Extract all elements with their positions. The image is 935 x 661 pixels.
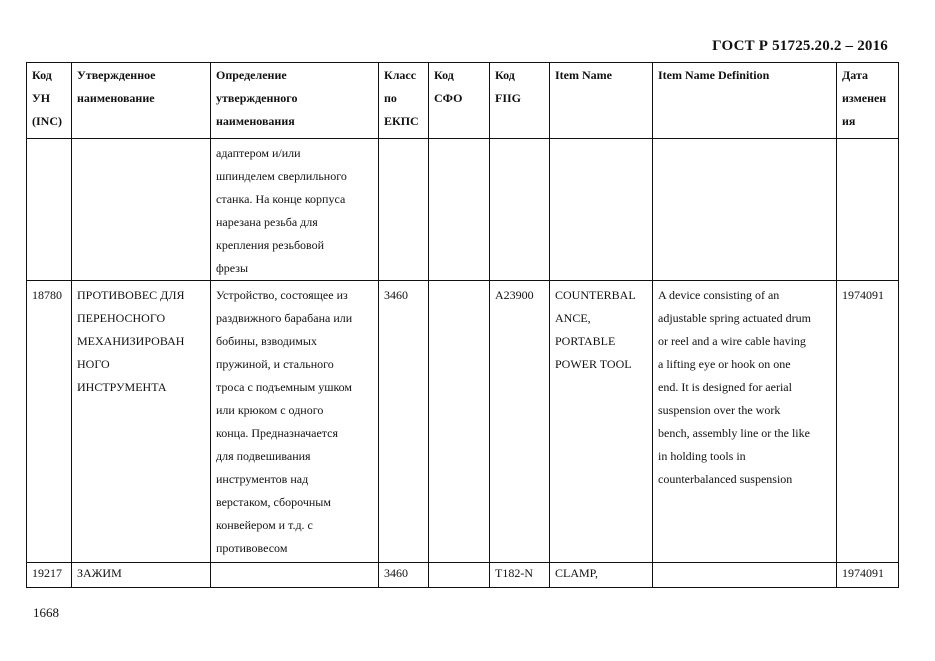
cell-approved-name: ПРОТИВОВЕС ДЛЯ ПЕРЕНОСНОГО МЕХАНИЗИРОВАН НОГО ИНСТРУМЕНТА (72, 281, 211, 563)
cell-definition: Устройство, состоящее из раздвижного барабана или бобины, взводимых пружиной, и стального троса с подъемным ушком или крюком с одного конца. Предназначается для подвешивания инструментов над верстаком, сборочным конвейером и т.д. с противовесом (211, 281, 379, 563)
table-row (27, 563, 899, 588)
col-header-item-name-definition: Item Name Definition (653, 63, 837, 139)
cell-ekps-class (379, 139, 429, 281)
cell-approved-name (72, 139, 211, 281)
cell-approved-name: ЗАЖИМ (72, 563, 211, 588)
cell-change-date: 1974091 (837, 563, 899, 588)
col-header-definition: Определение утвержденного наименования (211, 63, 379, 139)
cell-change-date (837, 139, 899, 281)
cell-inc: 19217 (27, 563, 72, 588)
cell-fiig-code: A23900 (490, 281, 550, 563)
cell-item-name: COUNTERBAL ANCE, PORTABLE POWER TOOL (550, 281, 653, 563)
col-header-inc: Код УН (INC) (27, 63, 72, 139)
col-header-change-date: Дата изменен ия (837, 63, 899, 139)
col-header-sfo-code: Код СФО (429, 63, 490, 139)
col-header-approved-name: Утвержденное наименование (72, 63, 211, 139)
col-header-fiig-code: Код FIIG (490, 63, 550, 139)
cell-item-name: CLAMP, (550, 563, 653, 588)
document-code: ГОСТ Р 51725.20.2 – 2016 (712, 38, 888, 54)
cell-change-date: 1974091 (837, 281, 899, 563)
cell-sfo-code (429, 281, 490, 563)
cell-definition (211, 563, 379, 588)
cell-item-name (550, 139, 653, 281)
cell-ekps-class: 3460 (379, 281, 429, 563)
col-header-item-name: Item Name (550, 63, 653, 139)
cell-fiig-code: T182-N (490, 563, 550, 588)
table-header-row (27, 63, 899, 139)
catalog-table (26, 62, 899, 588)
col-header-ekps-class: Класс по ЕКПС (379, 63, 429, 139)
cell-inc: 18780 (27, 281, 72, 563)
page-number: 1668 (33, 605, 59, 620)
cell-inc (27, 139, 72, 281)
table-row (27, 281, 899, 563)
cell-sfo-code (429, 139, 490, 281)
cell-fiig-code (490, 139, 550, 281)
cell-item-name-definition: A device consisting of an adjustable spring actuated drum or reel and a wire cable having a lifting eye or hook on one end. It is designed for aerial suspension over the work bench, assembly line or the like in holding tools in counterbalanced suspension (653, 281, 837, 563)
cell-item-name-definition (653, 139, 837, 281)
cell-definition: адаптером и/или шпинделем сверлильного станка. На конце корпуса нарезана резьба для крепления резьбовой фрезы (211, 139, 379, 281)
cell-item-name-definition (653, 563, 837, 588)
table-row (27, 139, 899, 281)
cell-ekps-class: 3460 (379, 563, 429, 588)
cell-sfo-code (429, 563, 490, 588)
